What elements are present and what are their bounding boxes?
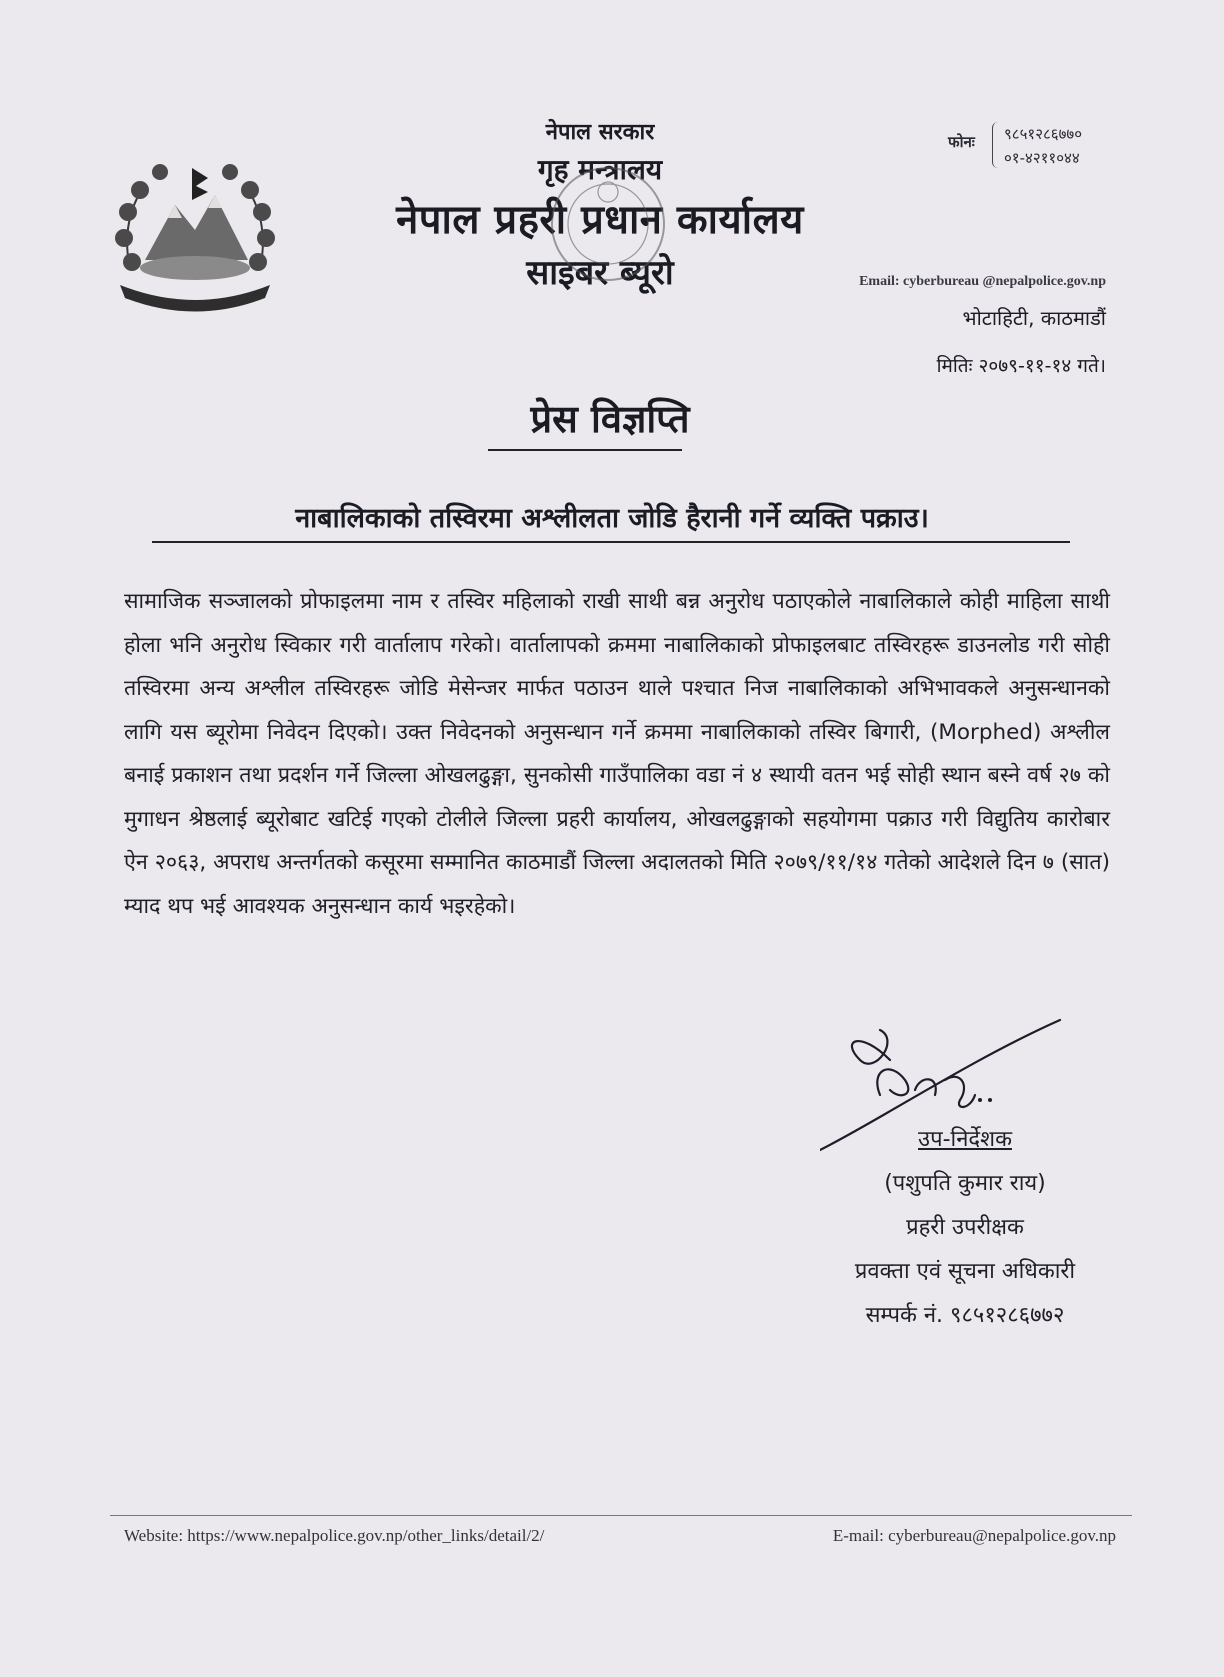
- press-release-title: प्रेस विज्ञप्ति: [530, 397, 690, 441]
- title-underline: [488, 449, 682, 451]
- bureau-title: साइबर ब्यूरो: [526, 253, 674, 293]
- phone-numbers: [1004, 122, 1082, 170]
- signatory-block: [800, 1118, 1130, 1338]
- headline-underline: [152, 541, 1070, 543]
- office-title: नेपाल प्रहरी प्रधान कार्यालय: [396, 197, 804, 243]
- signatory-position: उप-निर्देशक: [918, 1127, 1012, 1152]
- signatory-rank: प्रहरी उपरीक्षक: [906, 1215, 1024, 1240]
- header-email: Email: cyberbureau @nepalpolice.gov.np: [859, 274, 1106, 289]
- footer-divider: [110, 1515, 1132, 1516]
- headline: नाबालिकाको तस्विरमा अश्लीलता जोडि हैरानी गर्ने व्यक्ति पक्राउ।: [295, 503, 929, 534]
- footer-email[interactable]: E-mail: cyberbureau@nepalpolice.gov.np: [832, 1526, 1116, 1545]
- header-address: भोटाहिटी, काठमाडौं: [962, 306, 1106, 330]
- signatory-contact: सम्पर्क नं. ९८५१२८६७७२: [865, 1303, 1065, 1328]
- phone-label: फोनः: [948, 133, 975, 151]
- office-stamp-icon: [548, 152, 668, 297]
- phone-number-1: ९८५१२८६७७०: [1004, 125, 1083, 143]
- phone-number-2: ०१-४२११०४४: [1004, 149, 1080, 167]
- signatory-role: प्रवक्ता एवं सूचना अधिकारी: [854, 1259, 1076, 1284]
- body-paragraph: सामाजिक सञ्जालको प्रोफाइलमा नाम र तस्विर महिलाको राखी साथी बन्न अनुरोध पठाएकोले नाबालिकाले कोही माहिला साथी होला भनि अनुरोध स्विकार गरी वार्तालाप गरेको। वार्तालापको क्रममा नाबालिकाको प्रोफाइलबाट तस्विरहरू डाउनलोड गरी सोही तस्विरमा अन्य अश्लील तस्विरहरू जोडि मेसेन्जर मार्फत पठाउन थाले पश्चात निज नाबालिकाको अभिभावकले अनुसन्धानको लागि यस ब्यूरोमा निवेदन दिएको। उक्त निवेदनको अनुसन्धान गर्ने क्रममा नाबालिकाको तस्विर बिगारी, (Morphed) अश्लील बनाई प्रकाशन तथा प्रदर्शन गर्ने जिल्ला ओखलढुङ्गा, सुनकोसी गाउँपालिका वडा नं ४ स्थायी वतन भई सोही स्थान बस्ने वर्ष २७ को मुगाधन श्रेष्ठलाई ब्यूरोबाट खटिई गएको टोलीले जिल्ला प्रहरी कार्यालय, ओखलढुङ्गाको सहयोगमा पक्राउ गरी विद्युतिय कारोबार ऐन २०६३, अपराध अन्तर्गतको कसूरमा सम्मानित काठमाडौं जिल्ला अदालतको मिति २०७९/११/१४ गतेको आदेशले दिन ७ (सात) म्याद थप भई आवश्यक अनुसन्धान कार्य भइरहेको।: [124, 589, 1110, 919]
- header-date: मितिः २०७९-११-१४ गते।: [936, 355, 1106, 377]
- nepal-emblem-icon: [100, 150, 290, 320]
- phone-brace: [992, 122, 1001, 168]
- footer-website[interactable]: Website: https://www.nepalpolice.gov.np/other_links/detail/2/: [124, 1526, 545, 1545]
- government-title: नेपाल सरकार: [545, 120, 655, 145]
- signatory-name: (पशुपति कुमार राय): [884, 1171, 1046, 1196]
- ministry-title: गृह मन्त्रालय: [537, 153, 663, 186]
